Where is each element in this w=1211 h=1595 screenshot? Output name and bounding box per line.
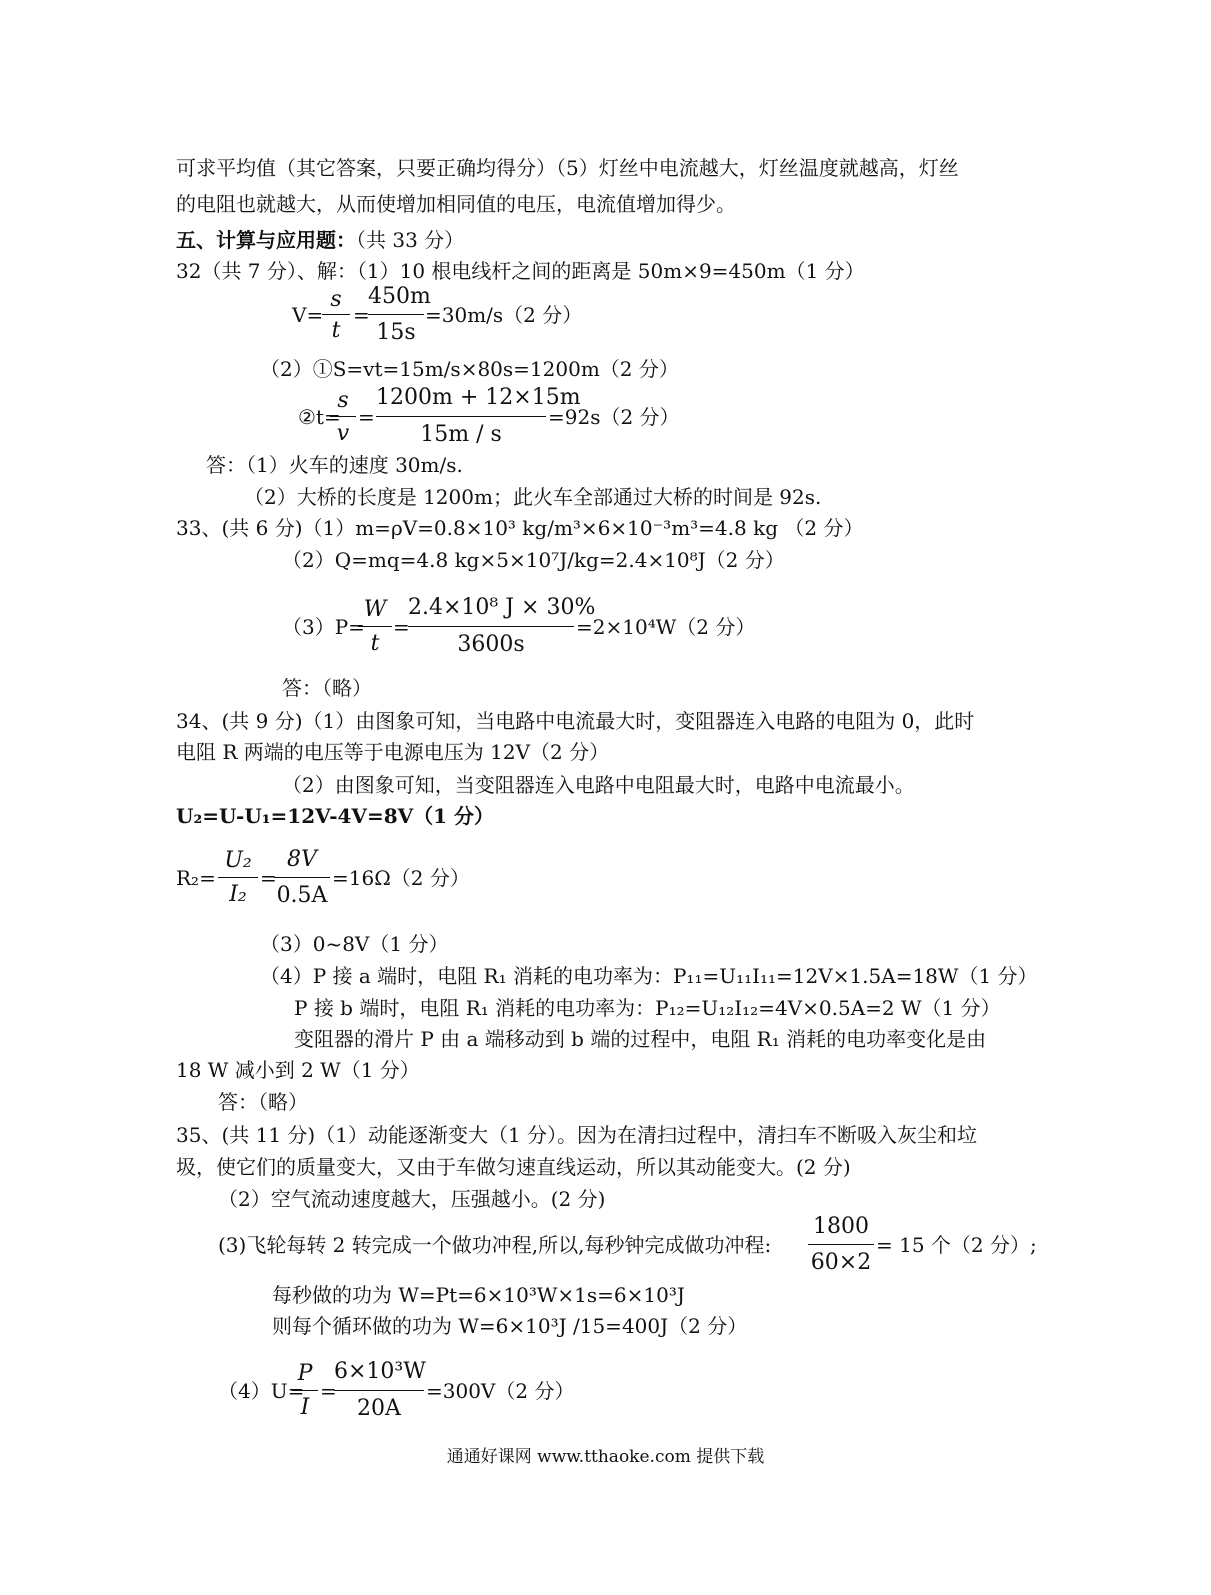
q34-line7: P 接 b 端时，电阻 R₁ 消耗的电功率为：P₁₂=U₁₂I₁₂=4V×0.5A=2 W（1 分）: [294, 996, 1001, 1020]
frac-denominator: 0.5A: [276, 883, 328, 908]
eq-lhs: (3)飞轮每转 2 转完成一个做功冲程,所以,每秒钟完成做功冲程:: [218, 1233, 772, 1257]
fraction-bar: [376, 416, 546, 417]
fraction-bar: [292, 1390, 318, 1391]
eq-lhs: R₂=: [176, 866, 216, 890]
frac-numerator: 1800: [813, 1214, 869, 1239]
eq-rhs: =300V（2 分）: [426, 1379, 575, 1403]
frac-denominator: 3600s: [457, 632, 525, 657]
fraction-bar: [330, 416, 356, 417]
text-line: 可求平均值（其它答案，只要正确均得分）（5）灯丝中电流越大，灯丝温度就越高，灯丝: [176, 156, 959, 180]
frac-numerator: 8V: [287, 847, 317, 872]
q35-line3: （2）空气流动速度越大，压强越小。(2 分): [218, 1187, 606, 1211]
frac-numerator: P: [297, 1361, 313, 1386]
q35-line1: 35、(共 11 分)（1）动能逐渐变大（1 分）。因为在清扫过程中，清扫车不断吸入灰尘和垃: [176, 1123, 978, 1147]
frac-denominator: 15m / s: [420, 422, 502, 447]
frac-numerator: U₂: [224, 848, 252, 873]
fraction-bar: [322, 314, 350, 315]
q34-line4: U₂=U-U₁=12V-4V=8V（1 分）: [176, 804, 495, 828]
page-footer: 通通好课网 www.tthaoke.com 提供下载: [446, 1447, 765, 1467]
eq-rhs: =2×10⁴W（2 分）: [576, 615, 756, 639]
eq-lhs: ②t=: [298, 405, 341, 429]
eq-lhs: V=: [292, 303, 324, 327]
frac-numerator: 2.4×10⁸ J × 30%: [408, 595, 596, 620]
q34-line2: 电阻 R 两端的电压等于电源电压为 12V（2 分）: [176, 740, 610, 764]
q33-line2: （2）Q=mq=4.8 kg×5×10⁷J/kg=2.4×10⁸J（2 分）: [282, 548, 785, 572]
eq-lhs: （4）U=: [218, 1379, 305, 1403]
frac-numerator: 450m: [368, 284, 431, 309]
section-title: 五、计算与应用题：: [176, 228, 356, 252]
fraction-bar: [808, 1244, 874, 1245]
fraction-bar: [408, 626, 574, 627]
frac-numerator: W: [363, 597, 387, 622]
eq-rhs: = 15 个（2 分）;: [876, 1233, 1037, 1257]
frac-numerator: 1200m + 12×15m: [376, 385, 581, 410]
eq-sign: =: [320, 1379, 337, 1403]
q32-line2: （2）①S=vt=15m/s×80s=1200m（2 分）: [260, 357, 679, 381]
eq-sign: =: [393, 615, 410, 639]
eq-rhs: =30m/s（2 分）: [425, 303, 583, 327]
q34-line6: （4）P 接 a 端时，电阻 R₁ 消耗的电功率为：P₁₁=U₁₁I₁₁=12V×1.5A=18W（1 分）: [260, 964, 1038, 988]
q34-line5: （3）0~8V（1 分）: [260, 932, 449, 956]
eq-sign: =: [353, 303, 370, 327]
q32-answer2: （2）大桥的长度是 1200m；此火车全部通过大桥的时间是 92s.: [244, 485, 822, 509]
frac-numerator: 6×10³W: [334, 1359, 426, 1384]
frac-denominator: 15s: [376, 320, 416, 345]
section-heading: [176, 227, 464, 253]
text-line: 的电阻也就越大，从而使增加相同值的电压，电流值增加得少。: [176, 192, 736, 216]
fraction-bar: [274, 877, 330, 878]
fraction-bar: [358, 626, 392, 627]
q32-line1: 32（共 7 分）、解：（1）10 根电线杆之间的距离是 50m×9=450m（1 分）: [176, 259, 865, 283]
eq-sign: =: [260, 866, 277, 890]
q34-line1: 34、(共 9 分)（1）由图象可知，当电路中电流最大时，变阻器连入电路的电阻为 0，此时: [176, 709, 975, 733]
q34-line9: 18 W 减小到 2 W（1 分）: [176, 1058, 420, 1082]
q34-answer: 答：（略）: [218, 1090, 308, 1114]
eq-lhs: （3）P=: [282, 615, 365, 639]
frac-denominator: I: [300, 1395, 310, 1420]
q34-line3: （2）由图象可知，当变阻器连入电路中电阻最大时，电路中电流最小。: [282, 773, 915, 797]
fraction-bar: [368, 314, 424, 315]
q35-line4: 每秒做的功为 W=Pt=6×10³W×1s=6×10³J: [272, 1283, 685, 1307]
frac-denominator: I₂: [229, 882, 247, 907]
frac-denominator: t: [331, 318, 341, 343]
fraction-bar: [334, 1390, 424, 1391]
frac-denominator: 20A: [357, 1396, 401, 1421]
q32-answer1: 答：（1）火车的速度 30m/s.: [206, 453, 463, 477]
eq-rhs: =16Ω（2 分）: [332, 866, 470, 890]
eq-rhs: =92s（2 分）: [548, 405, 680, 429]
frac-numerator: s: [330, 287, 342, 312]
frac-denominator: 60×2: [810, 1250, 872, 1275]
section-note: （共 33 分）: [356, 228, 465, 252]
q33-answer: 答：（略）: [282, 676, 372, 700]
q33-line1: 33、(共 6 分)（1）m=ρV=0.8×10³ kg/m³×6×10⁻³m³=4.8 kg （2 分）: [176, 516, 864, 540]
q35-line2: 圾，使它们的质量变大，又由于车做匀速直线运动，所以其动能变大。(2 分): [176, 1155, 851, 1179]
fraction-bar: [218, 877, 258, 878]
frac-denominator: v: [336, 421, 350, 446]
eq-sign: =: [358, 405, 375, 429]
q35-line5: 则每个循环做的功为 W=6×10³J /15=400J（2 分）: [272, 1314, 748, 1338]
frac-denominator: t: [370, 631, 380, 656]
q34-line8: 变阻器的滑片 P 由 a 端移动到 b 端的过程中，电阻 R₁ 消耗的电功率变化是由: [294, 1027, 987, 1051]
frac-numerator: s: [337, 388, 349, 413]
